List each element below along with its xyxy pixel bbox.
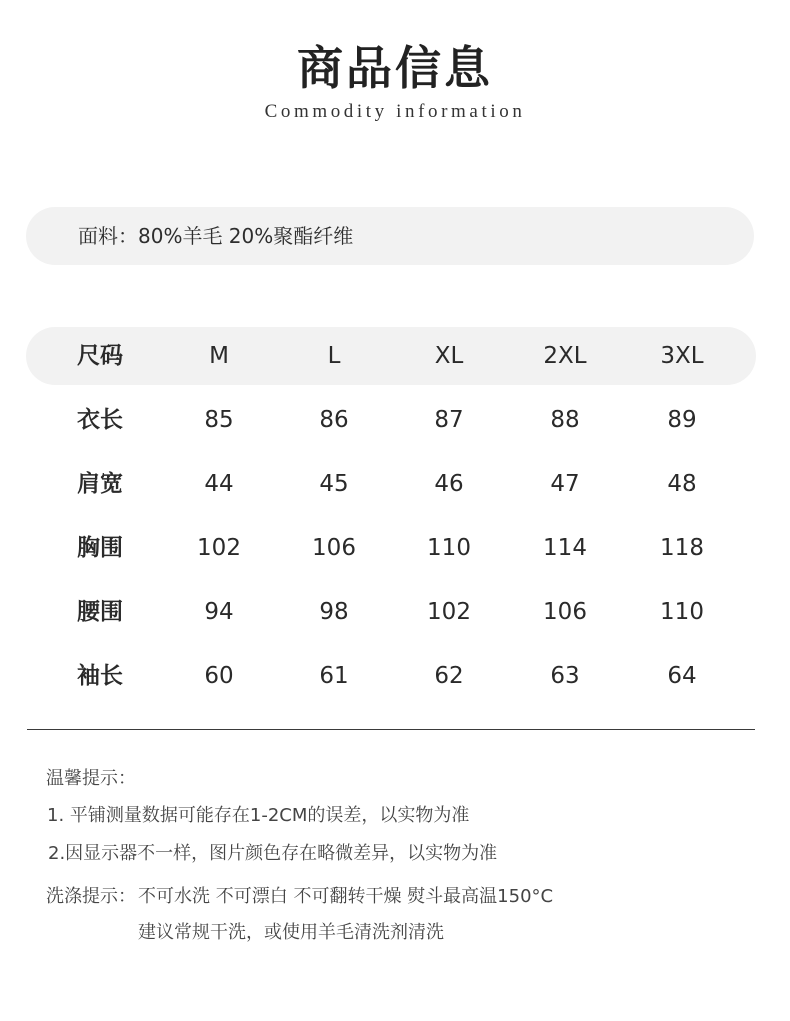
table-row [26,452,756,516]
table-cell: 61 [319,663,349,689]
table-cell: 106 [543,599,587,625]
size-header-label: 尺码 [77,342,123,369]
row-label-chest: 胸围 [77,534,123,561]
page-subtitle: Commodity information [264,101,526,122]
row-label-length: 衣长 [77,406,123,433]
tip-color: 2.因显示器不一样，图片颜色存在略微差异，以实物为准 [48,843,498,864]
wash-label: 洗涤提示： [46,886,136,907]
table-cell: 94 [204,599,234,625]
size-header-l: L [327,343,341,369]
table-row [26,388,756,452]
page-title: 商品信息 [297,41,493,95]
table-cell: 106 [312,535,356,561]
table-row [26,516,756,580]
fabric-composition: 面料：80%羊毛 20%聚酯纤维 [78,224,354,248]
size-header-2xl: 2XL [543,343,587,369]
table-cell: 64 [667,663,697,689]
table-cell: 48 [667,471,697,497]
size-table [26,327,756,708]
table-cell: 98 [319,599,349,625]
size-header-3xl: 3XL [660,343,704,369]
table-cell: 110 [427,535,471,561]
table-cell: 87 [434,407,464,433]
table-cell: 60 [204,663,234,689]
table-cell: 114 [543,535,587,561]
size-header-m: M [209,343,229,369]
row-label-shoulder: 肩宽 [77,470,123,497]
table-cell: 102 [427,599,471,625]
table-cell: 63 [550,663,580,689]
table-cell: 47 [550,471,580,497]
table-cell: 46 [434,471,464,497]
table-cell: 86 [319,407,349,433]
table-cell: 88 [550,407,580,433]
table-cell: 45 [319,471,349,497]
row-label-sleeve: 袖长 [77,662,123,689]
wash-instructions: 不可水洗 不可漂白 不可翻转干燥 熨斗最高温150°C [138,886,554,907]
size-header-xl: XL [434,343,464,369]
tip-measurement: 1. 平铺测量数据可能存在1-2CM的误差，以实物为准 [47,805,470,826]
table-cell: 44 [204,471,234,497]
tips-title: 温馨提示： [46,768,136,789]
table-cell: 118 [660,535,704,561]
table-row [26,644,756,708]
table-cell: 89 [667,407,697,433]
table-cell: 110 [660,599,704,625]
table-cell: 102 [197,535,241,561]
fabric-bar [26,207,754,265]
table-cell: 85 [204,407,234,433]
divider [27,729,755,730]
table-cell: 62 [434,663,464,689]
table-row [26,580,756,644]
wash-recommendation: 建议常规干洗，或使用羊毛清洗剂清洗 [138,922,444,943]
size-table-header [26,327,756,385]
row-label-waist: 腰围 [77,598,123,625]
